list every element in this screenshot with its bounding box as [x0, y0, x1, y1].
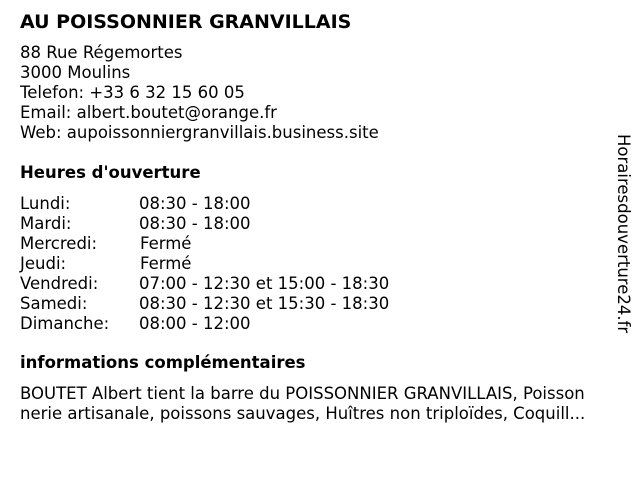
contact-block — [20, 43, 379, 143]
address-city: 3000 Moulins — [20, 63, 131, 82]
email-address: Email: albert.boutet@orange.fr — [20, 103, 277, 122]
hours-value: Fermé — [140, 234, 192, 253]
business-name: AU POISSONNIER GRANVILLAIS — [20, 11, 352, 33]
opening-hours-heading: Heures d'ouverture — [20, 163, 201, 182]
website-link: Web: aupoissonniergranvillais.business.site — [20, 123, 379, 142]
day-label: Dimanche: — [20, 314, 110, 333]
site-watermark: Horairesdouverture24.fr — [614, 134, 633, 334]
hours-value: 08:30 - 12:30 et 15:30 - 18:30 — [139, 294, 390, 313]
day-label: Jeudi: — [20, 254, 67, 273]
day-label: Vendredi: — [20, 274, 99, 293]
additional-info-heading: informations complémentaires — [20, 353, 306, 372]
info-line-2: nerie artisanale, poissons sauvages, Huîtres non triploïdes, Coquill... — [20, 404, 586, 423]
hours-value: 08:30 - 18:00 — [139, 214, 251, 233]
day-label: Mardi: — [20, 214, 72, 233]
hours-value: 08:30 - 18:00 — [139, 194, 251, 213]
day-label: Mercredi: — [20, 234, 98, 253]
hours-value: Fermé — [140, 254, 192, 273]
address-street: 88 Rue Régemortes — [20, 43, 183, 62]
info-line-1: BOUTET Albert tient la barre du POISSONNIER GRANVILLAIS, Poisson — [20, 384, 585, 403]
day-label: Samedi: — [20, 294, 88, 313]
hours-value: 07:00 - 12:30 et 15:00 - 18:30 — [139, 274, 390, 293]
additional-info-text — [20, 384, 630, 424]
day-label: Lundi: — [20, 194, 71, 213]
hours-value: 08:00 - 12:00 — [139, 314, 251, 333]
phone-number: Telefon: +33 6 32 15 60 05 — [20, 83, 245, 102]
